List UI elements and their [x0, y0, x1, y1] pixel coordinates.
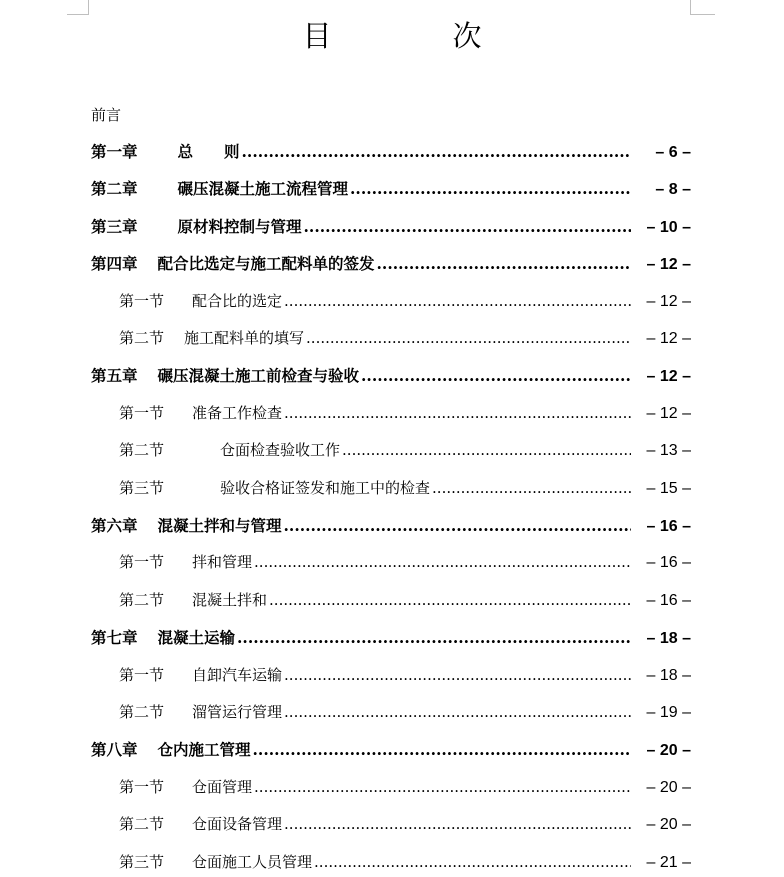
toc-section-entry[interactable]	[91, 589, 691, 615]
toc-dot-leader	[284, 703, 631, 721]
toc-page-number: – 20 –	[646, 778, 691, 796]
toc-section-entry[interactable]	[91, 813, 691, 839]
toc-page-number: – 13 –	[646, 442, 691, 460]
toc-chapter-entry[interactable]	[91, 364, 691, 390]
toc-dot-leader	[242, 142, 631, 161]
toc-section-entry[interactable]	[91, 402, 691, 428]
toc-preface[interactable]: 前言	[91, 106, 122, 124]
toc-entry-title: 仓面检查验收工作	[220, 441, 341, 460]
toc-entry-number: 第六章	[91, 516, 138, 535]
toc-entry-title: 自卸汽车运输	[192, 665, 283, 684]
toc-chapter-entry[interactable]	[91, 177, 691, 203]
toc-entry-title: 配合比选定与施工配料单的签发	[157, 254, 375, 274]
toc-section-entry[interactable]	[91, 327, 691, 353]
toc-section-entry[interactable]	[91, 290, 691, 316]
toc-entry-title: 仓面施工人员管理	[192, 852, 313, 871]
toc-entry-title: 施工配料单的填写	[184, 329, 305, 347]
toc-entry-number: 第八章	[91, 740, 138, 760]
toc-entry-number: 第一节	[119, 403, 165, 422]
toc-entry-number: 第二节	[119, 329, 165, 347]
toc-entry-title: 验收合格证签发和施工中的检查	[220, 478, 431, 497]
toc-page-number: – 18 –	[646, 666, 691, 684]
toc-dot-leader	[253, 740, 631, 759]
toc-section-entry[interactable]	[91, 551, 691, 577]
toc-entry-number: 第二节	[119, 815, 165, 834]
toc-entry-title: 混凝土拌和与管理	[157, 516, 282, 535]
toc-section-entry[interactable]	[91, 851, 691, 877]
toc-section-entry[interactable]	[91, 776, 691, 802]
toc-dot-leader	[284, 292, 631, 310]
toc-page-number: – 12 –	[646, 292, 691, 310]
toc-dot-leader	[350, 179, 631, 198]
toc-entry-number: 第五章	[91, 366, 138, 386]
toc-page-number: – 18 –	[646, 630, 691, 648]
toc-dot-leader	[314, 853, 631, 871]
toc-section-entry[interactable]	[91, 701, 691, 727]
toc-entry-title: 碾压混凝土施工流程管理	[177, 179, 349, 199]
toc-dot-leader	[377, 254, 631, 273]
toc-page-number: – 8 –	[655, 181, 691, 199]
toc-dot-leader	[284, 404, 631, 422]
toc-dot-leader	[306, 329, 631, 347]
toc-page-number: – 12 –	[646, 256, 691, 274]
toc-dot-leader	[254, 778, 631, 796]
toc-dot-leader	[361, 366, 631, 385]
toc-page-number: – 10 –	[646, 218, 691, 236]
toc-entry-title: 拌和管理	[192, 553, 253, 572]
toc-entry-number: 第一章	[91, 142, 138, 161]
toc-entry-title: 碾压混凝土施工前检查与验收	[157, 366, 360, 386]
toc-page-number: – 20 –	[646, 816, 691, 834]
toc-entry-number: 第三章	[91, 216, 138, 236]
toc-page-number: – 12 –	[646, 404, 691, 422]
toc-entry-number: 第一节	[119, 553, 165, 572]
toc-page-number: – 6 –	[655, 144, 691, 161]
toc-page-number: – 12 –	[646, 330, 691, 347]
toc-page-number: – 16 –	[646, 518, 691, 535]
toc-page-number: – 16 –	[646, 554, 691, 572]
toc-entry-title: 仓面设备管理	[192, 815, 283, 834]
toc-dot-leader	[254, 553, 631, 571]
toc-entry-title: 仓内施工管理	[157, 740, 251, 760]
toc-dot-leader	[432, 479, 631, 497]
toc-chapter-entry[interactable]	[91, 140, 691, 166]
toc-entry-title: 仓面管理	[192, 777, 253, 796]
page-corner-mark-right	[690, 0, 715, 15]
toc-entry-number: 第二节	[119, 590, 165, 609]
toc-page-number: – 20 –	[646, 742, 691, 760]
toc-entry-title: 总 则	[177, 142, 240, 161]
toc-chapter-entry[interactable]	[91, 626, 691, 652]
toc-dot-leader	[237, 628, 631, 647]
toc-entry-number: 第一节	[119, 291, 165, 310]
toc-entry-number: 第二章	[91, 179, 138, 199]
toc-dot-leader	[269, 591, 631, 609]
toc-page-number: – 19 –	[646, 704, 691, 721]
toc-section-entry[interactable]	[91, 664, 691, 690]
toc-chapter-entry[interactable]	[91, 738, 691, 764]
toc-entry-number: 第三节	[119, 478, 165, 497]
page-corner-mark-left	[67, 0, 89, 15]
toc-dot-leader	[284, 815, 631, 833]
toc-entry-title: 配合比的选定	[192, 291, 283, 310]
page-title: 目 次	[302, 19, 528, 53]
toc-dot-leader	[342, 441, 631, 459]
toc-entry-number: 第一节	[119, 777, 165, 796]
toc-dot-leader	[304, 217, 631, 236]
toc-page-number: – 21 –	[646, 853, 691, 871]
toc-entry-number: 第二节	[119, 441, 165, 460]
toc-entry-title: 原材料控制与管理	[177, 216, 302, 236]
toc-page-number: – 15 –	[646, 479, 691, 497]
toc-entry-number: 第三节	[119, 852, 165, 871]
toc-chapter-entry[interactable]	[91, 514, 691, 540]
toc-page-number: – 12 –	[646, 368, 691, 386]
toc-dot-leader	[284, 666, 631, 684]
toc-chapter-entry[interactable]	[91, 252, 691, 278]
toc-entry-number: 第一节	[119, 665, 165, 684]
toc-dot-leader	[284, 516, 631, 535]
toc-chapter-entry[interactable]	[91, 215, 691, 241]
toc-section-entry[interactable]	[91, 439, 691, 465]
toc-entry-title: 混凝土拌和	[192, 590, 268, 609]
toc-entry-title: 溜管运行管理	[192, 703, 283, 721]
toc-entry-number: 第四章	[91, 254, 138, 274]
toc-entry-number: 第二节	[119, 703, 165, 721]
toc-entry-title: 准备工作检查	[192, 403, 283, 422]
toc-section-entry[interactable]	[91, 477, 691, 503]
toc-entry-title: 混凝土运输	[157, 628, 236, 648]
toc-page-number: – 16 –	[646, 591, 691, 609]
toc-entry-number: 第七章	[91, 628, 138, 648]
